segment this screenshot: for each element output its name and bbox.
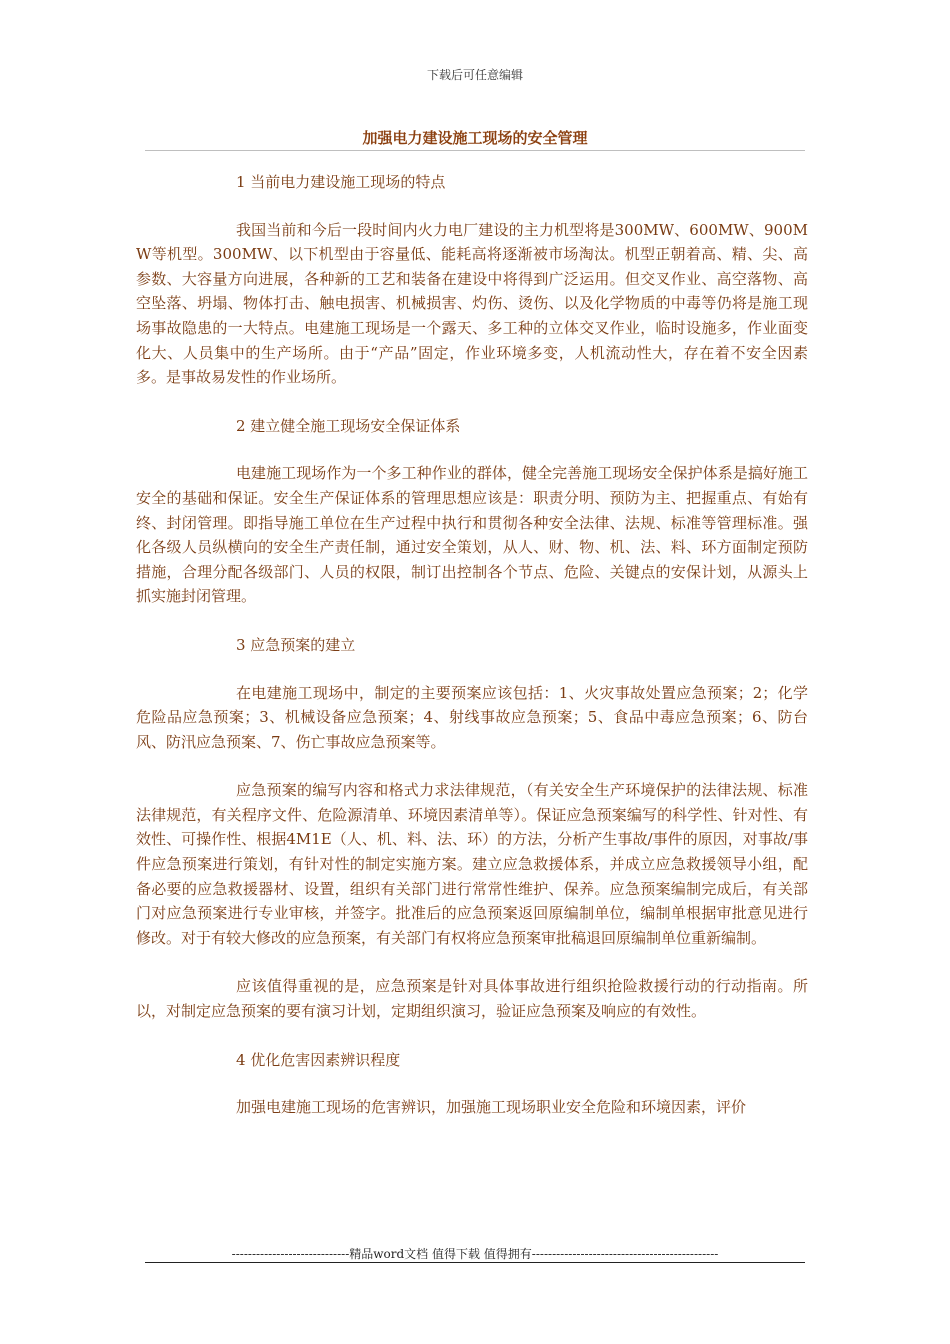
document-title: 加强电力建设施工现场的安全管理: [362, 129, 588, 147]
section-heading-4: 4 优化危害因素辨识程度: [236, 1050, 401, 1069]
section-heading-3: 3 应急预案的建立: [236, 635, 356, 654]
section-2-paragraph-1: 电建施工现场作为一个多工种作业的群体，健全完善施工现场安全保护体系是搞好施工安全的基础和保证。安全生产保证体系的管理思想应该是：职责分明、预防为主、把握重点、有始有终、封闭管理。即指导施工单位在生产过程中执行和贯彻各种安全法律、法规、标准等管理标准。强化各级人员纵横向的安全生产责任制，通过安全策划，从人、财、物、机、法、料、环方面制定预防措施，合理分配各级部门、人员的权限，制订出控制各个节点、危险、关键点的安保计划，从源头上抓实施封闭管理。: [136, 464, 808, 606]
page-header-note: 下载后可任意编辑: [426, 68, 523, 82]
section-3-paragraph-2: 应急预案的编写内容和格式力求法律规范，（有关安全生产环境保护的法律法规、标准法律规范，有关程序文件、危险源清单、环境因素清单等）。保证应急预案编写的科学性、针对性、有效性、可操作性、根据4M1E（人、机、料、法、环）的方法，分析产生事故/事件的原因，对事故/事件应急预案进行策划，有针对性的制定实施方案。建立应急救援体系，并成立应急救援领导小组，配备必要的应急救援器材、设置，组织有关部门进行常常性维护、保养。应急预案编制完成后，有关部门对应急预案进行专业审核，并签字。批准后的应急预案返回原编制单位，编制单根据审批意见进行修改。对于有较大修改的应急预案，有关部门有权将应急预案审批稿退回原编制单位重新编制。: [136, 781, 808, 947]
page-footer-text: -----------------------------精品word文档 值得下载 值得拥有----------------------------------------------: [231, 1247, 719, 1261]
document-body: [136, 170, 808, 1120]
section-heading-1: 1 当前电力建设施工现场的特点: [236, 173, 446, 191]
section-4-paragraph-1: 加强电建施工现场的危害辨识，加强施工现场职业安全危险和环境因素，评价: [236, 1098, 747, 1117]
footer-divider: [145, 1262, 805, 1263]
title-divider: [145, 150, 805, 151]
section-3-paragraph-3: 应该值得重视的是，应急预案是针对具体事故进行组织抢险救援行动的行动指南。所以，对制定应急预案的要有演习计划，定期组织演习，验证应急预案及响应的有效性。: [136, 977, 808, 1021]
section-3-paragraph-1: 在电建施工现场中，制定的主要预案应该包括：1、火灾事故处置应急预案；2；化学危险品应急预案；3、机械设备应急预案；4、射线事故应急预案；5、食品中毒应急预案；6、防台风、防汛应急预案、7、伤亡事故应急预案等。: [136, 683, 808, 751]
section-1-paragraph-1: 我国当前和今后一段时间内火力电厂建设的主力机型将是300MW、600MW、900MW等机型。300MW、以下机型由于容量低、能耗高将逐渐被市场淘汰。机型正朝着高、精、尖、高参数、大容量方向进展，各种新的工艺和装备在建设中将得到广泛运用。但交叉作业、高空落物、高空坠落、坍塌、物体打击、触电损害、机械损害、灼伤、烫伤、以及化学物质的中毒等仍将是施工现场事故隐患的一大特点。电建施工现场是一个露天、多工种的立体交叉作业，临时设施多，作业面变化大、人员集中的生产场所。由于“产品”固定，作业环境多变，人机流动性大，存在着不安全因素多。是事故易发性的作业场所。: [136, 220, 808, 387]
section-heading-2: 2 建立健全施工现场安全保证体系: [236, 416, 461, 435]
